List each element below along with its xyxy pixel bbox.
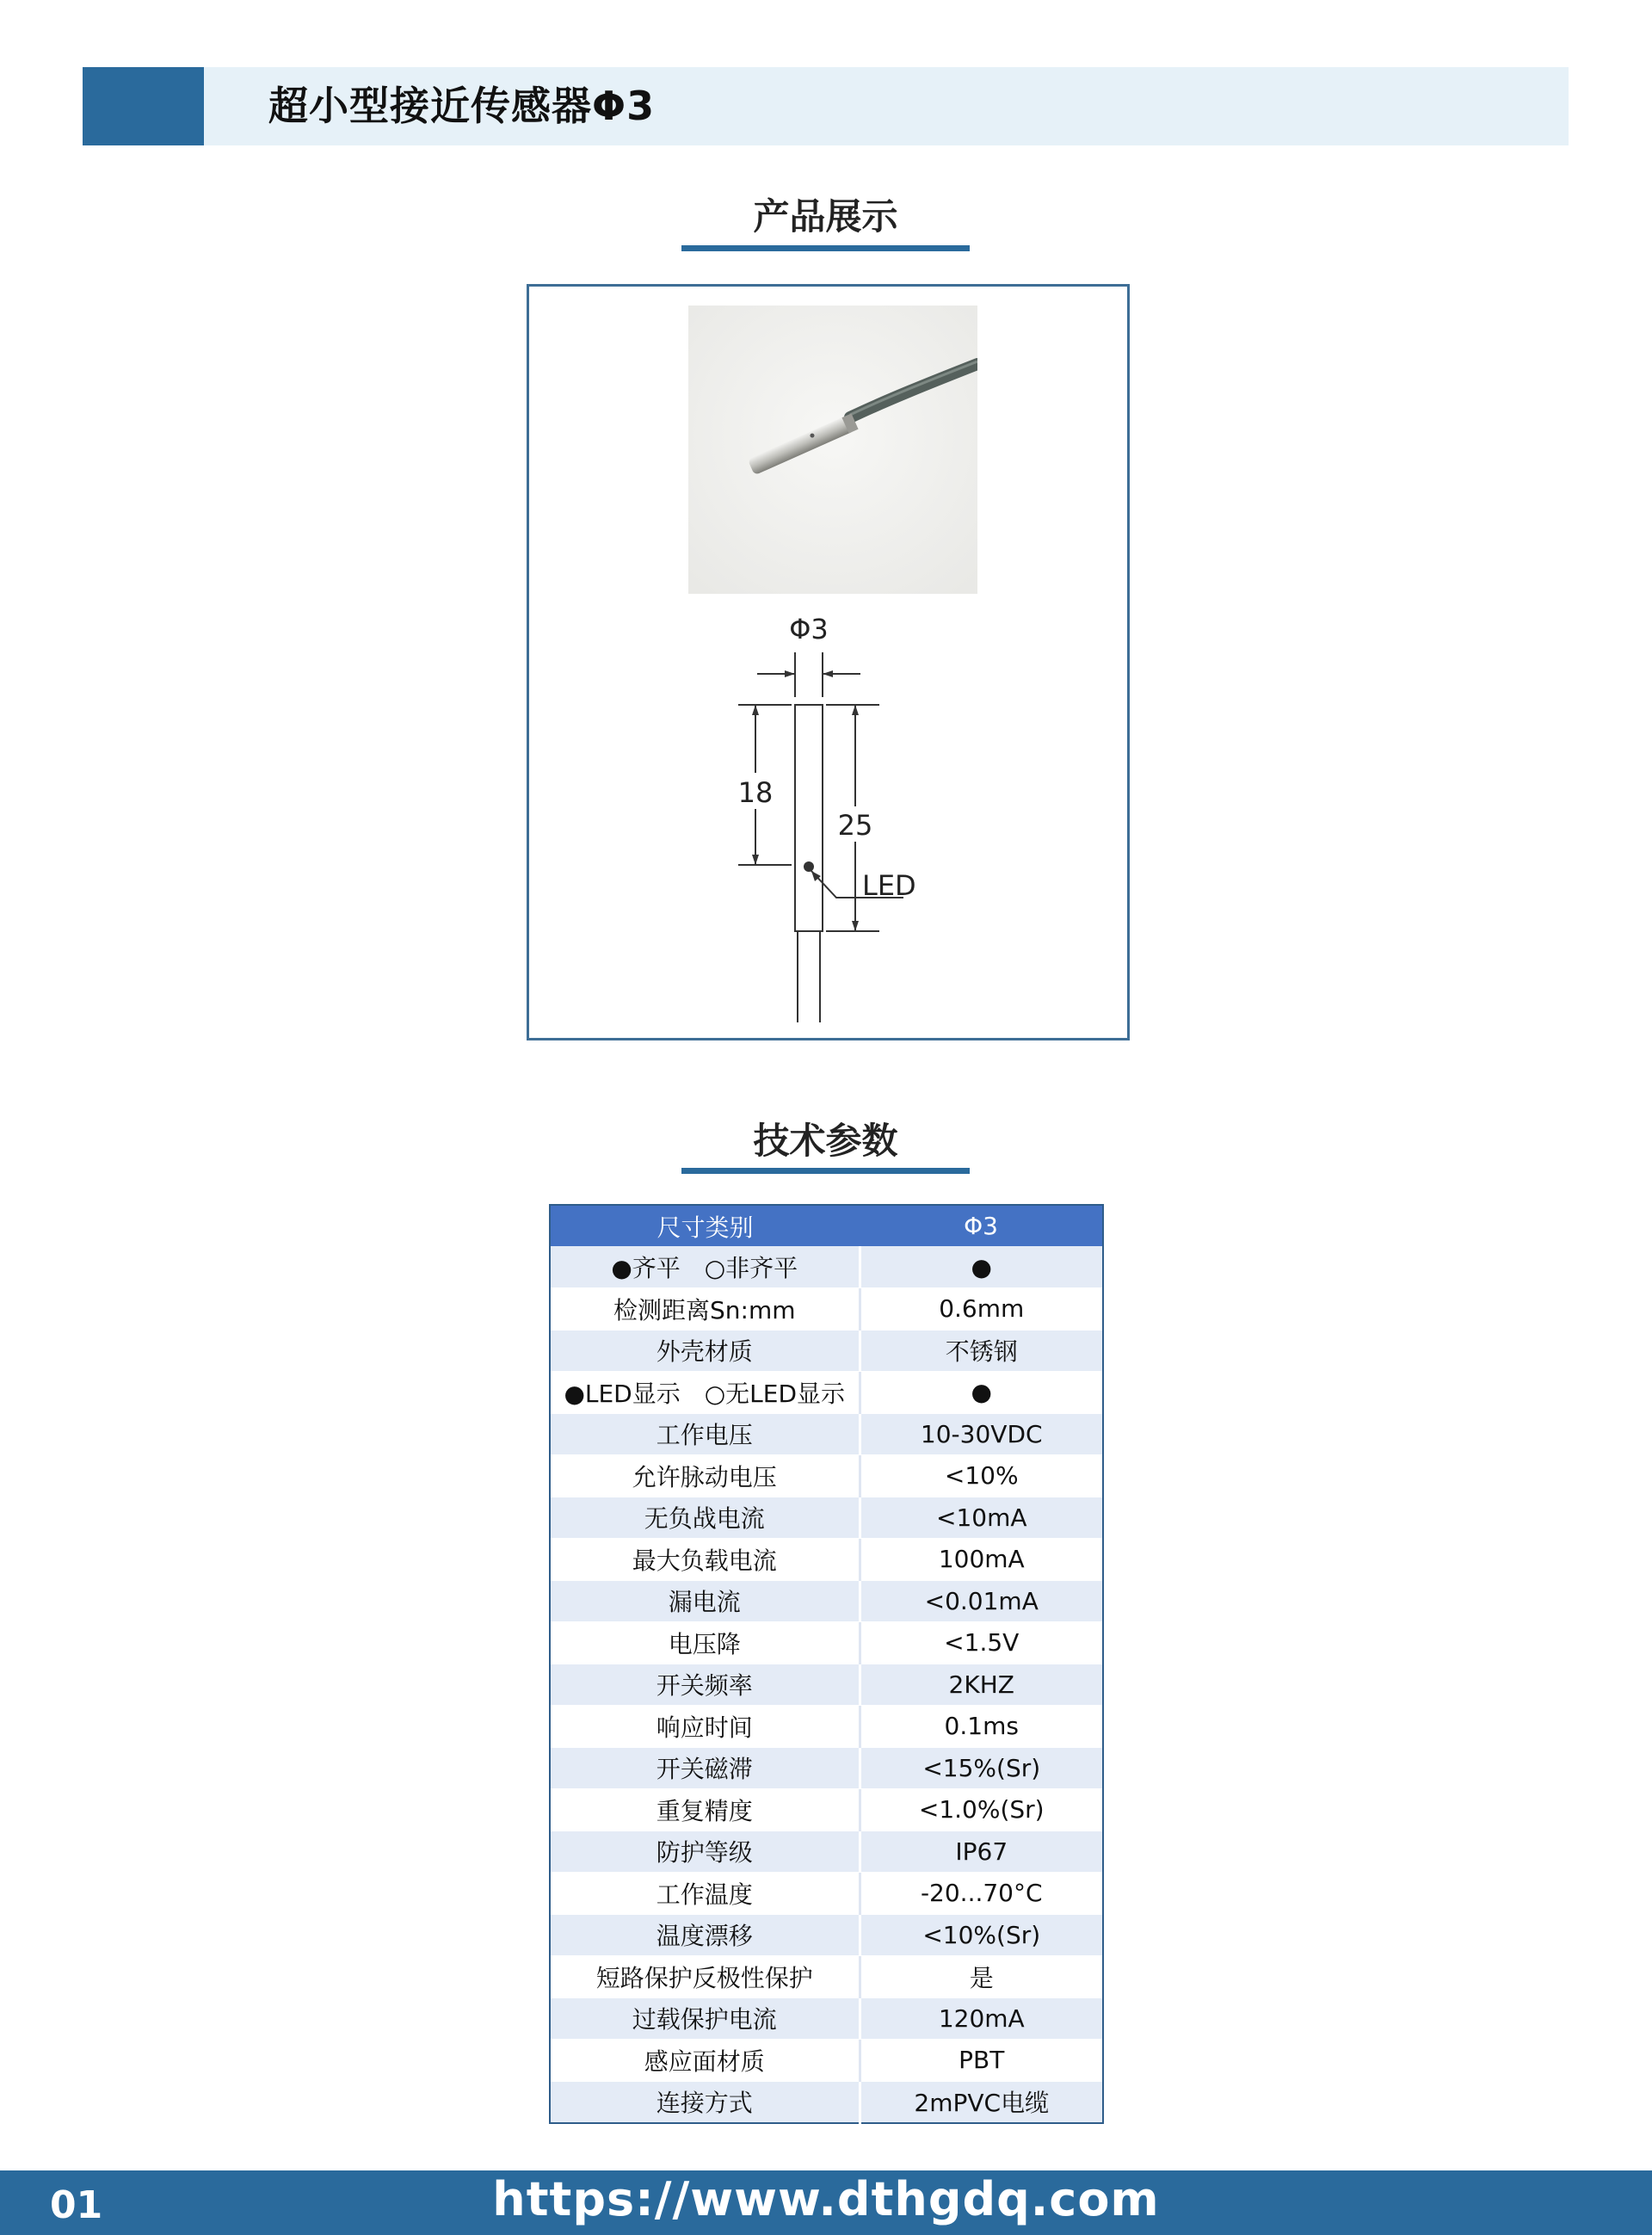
diameter-label: Φ3 (789, 613, 829, 645)
spec-table (549, 1204, 1104, 2124)
param-value-cell: 2mPVC电缆 (860, 2081, 1103, 2123)
table-header-cell: 尺寸类别 (550, 1205, 860, 1246)
param-value-cell: <10%(Sr) (860, 1914, 1103, 1956)
table-row (550, 1580, 1103, 1622)
param-name-cell: 感应面材质 (550, 2040, 860, 2082)
param-value-cell: <1.0%(Sr) (860, 1789, 1103, 1831)
param-value-cell: 不锈钢 (860, 1330, 1103, 1372)
param-value-cell: <15%(Sr) (860, 1747, 1103, 1789)
param-value-cell: ● (860, 1246, 1103, 1288)
table-row (550, 1706, 1103, 1748)
arrowhead (852, 921, 859, 931)
website-url: https://www.dthgdq.com (492, 2172, 1160, 2226)
arrowhead (852, 705, 859, 715)
page-title: 超小型接近传感器Φ3 (268, 83, 656, 129)
param-name-cell: 开关磁滞 (550, 1747, 860, 1789)
table-header-cell: Φ3 (860, 1205, 1103, 1246)
section-underline-specs (681, 1168, 970, 1174)
param-name-cell: 漏电流 (550, 1580, 860, 1622)
param-value-cell: 120mA (860, 1997, 1103, 2040)
param-value-cell: -20...70°C (860, 1873, 1103, 1915)
param-name-cell: ●LED显示 ○无LED显示 (550, 1372, 860, 1414)
param-value-cell: ● (860, 1372, 1103, 1414)
param-name-cell: 无负战电流 (550, 1497, 860, 1539)
length-18-label: 18 (737, 776, 774, 809)
arrowhead (752, 855, 759, 865)
table-row (550, 1497, 1103, 1539)
sensor-body-outline (795, 705, 823, 931)
param-name-cell: 外壳材质 (550, 1330, 860, 1372)
param-value-cell: 2KHZ (860, 1664, 1103, 1706)
dimension-drawing (723, 602, 946, 1033)
table-row (550, 2040, 1103, 2082)
page-number: 01 (50, 2183, 103, 2227)
param-value-cell: PBT (860, 2040, 1103, 2082)
param-name-cell: 检测距离Sn:mm (550, 1288, 860, 1331)
table-header-row (550, 1205, 1103, 1246)
spec-table-body (550, 1246, 1103, 2123)
param-name-cell: 开关频率 (550, 1664, 860, 1706)
led-dot (804, 861, 814, 872)
param-value-cell: 是 (860, 1956, 1103, 1998)
table-row (550, 1664, 1103, 1706)
table-row (550, 1288, 1103, 1331)
param-name-cell: 响应时间 (550, 1706, 860, 1748)
header-accent-block (83, 67, 204, 145)
table-row (550, 1747, 1103, 1789)
table-row (550, 1914, 1103, 1956)
section-title-display: 产品展示 (753, 195, 898, 238)
param-name-cell: 最大负载电流 (550, 1539, 860, 1581)
param-name-cell: ●齐平 ○非齐平 (550, 1246, 860, 1288)
param-value-cell: 0.1ms (860, 1706, 1103, 1748)
param-value-cell: <10% (860, 1455, 1103, 1497)
table-row (550, 2081, 1103, 2123)
param-value-cell: <10mA (860, 1497, 1103, 1539)
param-name-cell: 过载保护电流 (550, 1997, 860, 2040)
param-name-cell: 电压降 (550, 1622, 860, 1664)
param-value-cell: 10-30VDC (860, 1413, 1103, 1455)
table-row (550, 1455, 1103, 1497)
section-title-specs: 技术参数 (753, 1120, 898, 1162)
length-25-label: 25 (837, 809, 873, 842)
param-value-cell: <1.5V (860, 1622, 1103, 1664)
param-name-cell: 工作温度 (550, 1873, 860, 1915)
table-row (550, 1413, 1103, 1455)
param-name-cell: 温度漂移 (550, 1914, 860, 1956)
arrowhead (823, 670, 833, 677)
param-name-cell: 重复精度 (550, 1789, 860, 1831)
param-name-cell: 连接方式 (550, 2081, 860, 2123)
table-row (550, 1789, 1103, 1831)
led-label: LED (862, 869, 916, 902)
param-name-cell: 工作电压 (550, 1413, 860, 1455)
table-row (550, 1956, 1103, 1998)
table-row (550, 1372, 1103, 1414)
arrowhead (752, 705, 759, 715)
param-name-cell: 短路保护反极性保护 (550, 1956, 860, 1998)
product-photo (688, 306, 977, 594)
param-value-cell: 0.6mm (860, 1288, 1103, 1331)
section-underline-display (681, 245, 970, 251)
param-value-cell: <0.01mA (860, 1580, 1103, 1622)
table-row (550, 1330, 1103, 1372)
arrowhead (785, 670, 795, 677)
table-row (550, 1997, 1103, 2040)
param-value-cell: 100mA (860, 1539, 1103, 1581)
param-name-cell: 允许脉动电压 (550, 1455, 860, 1497)
table-row (550, 1622, 1103, 1664)
param-name-cell: 防护等级 (550, 1831, 860, 1873)
table-row (550, 1831, 1103, 1873)
table-row (550, 1246, 1103, 1288)
param-value-cell: IP67 (860, 1831, 1103, 1873)
table-row (550, 1873, 1103, 1915)
table-row (550, 1539, 1103, 1581)
